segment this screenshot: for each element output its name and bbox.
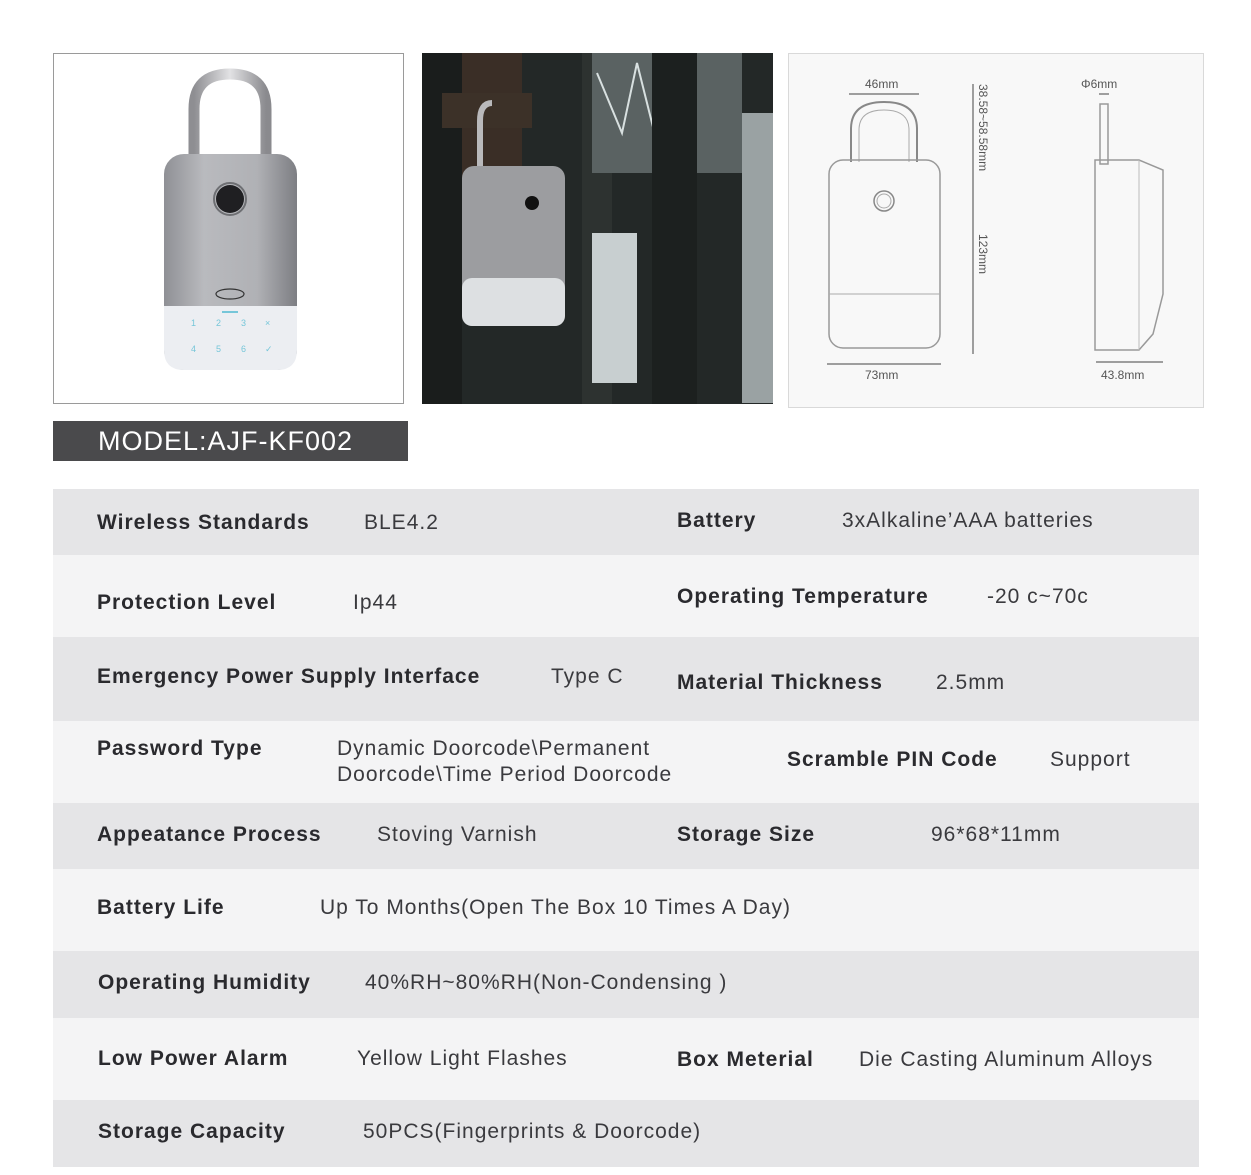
spec-label-battery-life: Battery Life	[97, 896, 225, 919]
spec-row-8	[53, 1018, 1199, 1100]
model-code: AJF-KF002	[207, 426, 354, 456]
svg-text:46mm: 46mm	[865, 77, 899, 91]
spec-row-4	[53, 721, 1199, 803]
spec-label-protection: Protection Level	[97, 591, 277, 614]
spec-value-thickness: 2.5mm	[936, 671, 1006, 694]
spec-row-5	[53, 803, 1199, 869]
spec-label-wireless: Wireless Standards	[97, 511, 310, 534]
svg-text:123mm: 123mm	[976, 234, 990, 275]
spec-value-humidity: 40%RH~80%RH(Non-Condensing )	[365, 971, 728, 994]
spec-label-battery: Battery	[677, 509, 757, 532]
svg-text:5: 5	[216, 344, 222, 354]
svg-text:✓: ✓	[265, 344, 273, 354]
product-image	[53, 53, 404, 404]
model-prefix: MODEL:	[98, 426, 208, 456]
spec-row-6	[53, 869, 1199, 951]
spec-value-emergency: Type C	[551, 665, 624, 688]
spec-value-battery: 3xAlkaline’AAA batteries	[842, 509, 1094, 532]
spec-value-low-power: Yellow Light Flashes	[357, 1047, 568, 1070]
spec-value-capacity: 50PCS(Fingerprints & Doorcode)	[363, 1120, 702, 1143]
spec-label-capacity: Storage Capacity	[98, 1120, 286, 1143]
spec-label-scramble: Scramble PIN Code	[787, 748, 998, 771]
spec-label-humidity: Operating Humidity	[98, 971, 311, 994]
svg-text:43.8mm: 43.8mm	[1101, 368, 1145, 382]
spec-label-thickness: Material Thickness	[677, 671, 883, 694]
spec-row-2	[53, 555, 1199, 637]
svg-text:38.58~58.58mm: 38.58~58.58mm	[976, 84, 990, 172]
model-banner	[53, 421, 408, 461]
spec-value-storage-size: 96*68*11mm	[931, 823, 1061, 846]
spec-value-appearance: Stoving Varnish	[377, 823, 538, 846]
svg-text:6: 6	[241, 344, 247, 354]
installed-photo	[422, 53, 773, 404]
spec-value-password-line2: Doorcode\Time Period Doorcode	[337, 763, 673, 786]
spec-value-password-line1: Dynamic Doorcode\Permanent	[337, 737, 651, 760]
dimensions-drawing	[788, 53, 1204, 408]
spec-value-wireless: BLE4.2	[364, 511, 439, 534]
spec-label-low-power: Low Power Alarm	[98, 1047, 289, 1070]
svg-text:4: 4	[191, 344, 197, 354]
spec-row-9	[53, 1100, 1199, 1167]
svg-text:×: ×	[265, 318, 271, 328]
svg-text:73mm: 73mm	[865, 368, 899, 382]
spec-label-emergency: Emergency Power Supply Interface	[97, 665, 481, 688]
spec-value-protection: Ip44	[353, 591, 398, 614]
spec-label-password: Password Type	[97, 737, 263, 760]
spec-label-temperature: Operating Temperature	[677, 585, 929, 608]
spec-value-box-material: Die Casting Aluminum Alloys	[859, 1048, 1154, 1071]
spec-value-scramble: Support	[1050, 748, 1131, 771]
svg-text:2: 2	[216, 318, 222, 328]
svg-text:3: 3	[241, 318, 247, 328]
spec-value-battery-life: Up To Months(Open The Box 10 Times A Day)	[320, 896, 791, 919]
spec-row-7	[53, 951, 1199, 1018]
svg-text:1: 1	[191, 318, 197, 328]
spec-label-box-material: Box Meterial	[677, 1048, 814, 1071]
svg-text:Φ6mm: Φ6mm	[1081, 77, 1118, 91]
spec-row-1	[53, 489, 1199, 555]
spec-row-3	[53, 637, 1199, 721]
spec-value-temperature: -20 c~70c	[987, 585, 1089, 608]
spec-label-storage-size: Storage Size	[677, 823, 816, 846]
spec-label-appearance: Appeatance Process	[97, 823, 322, 846]
